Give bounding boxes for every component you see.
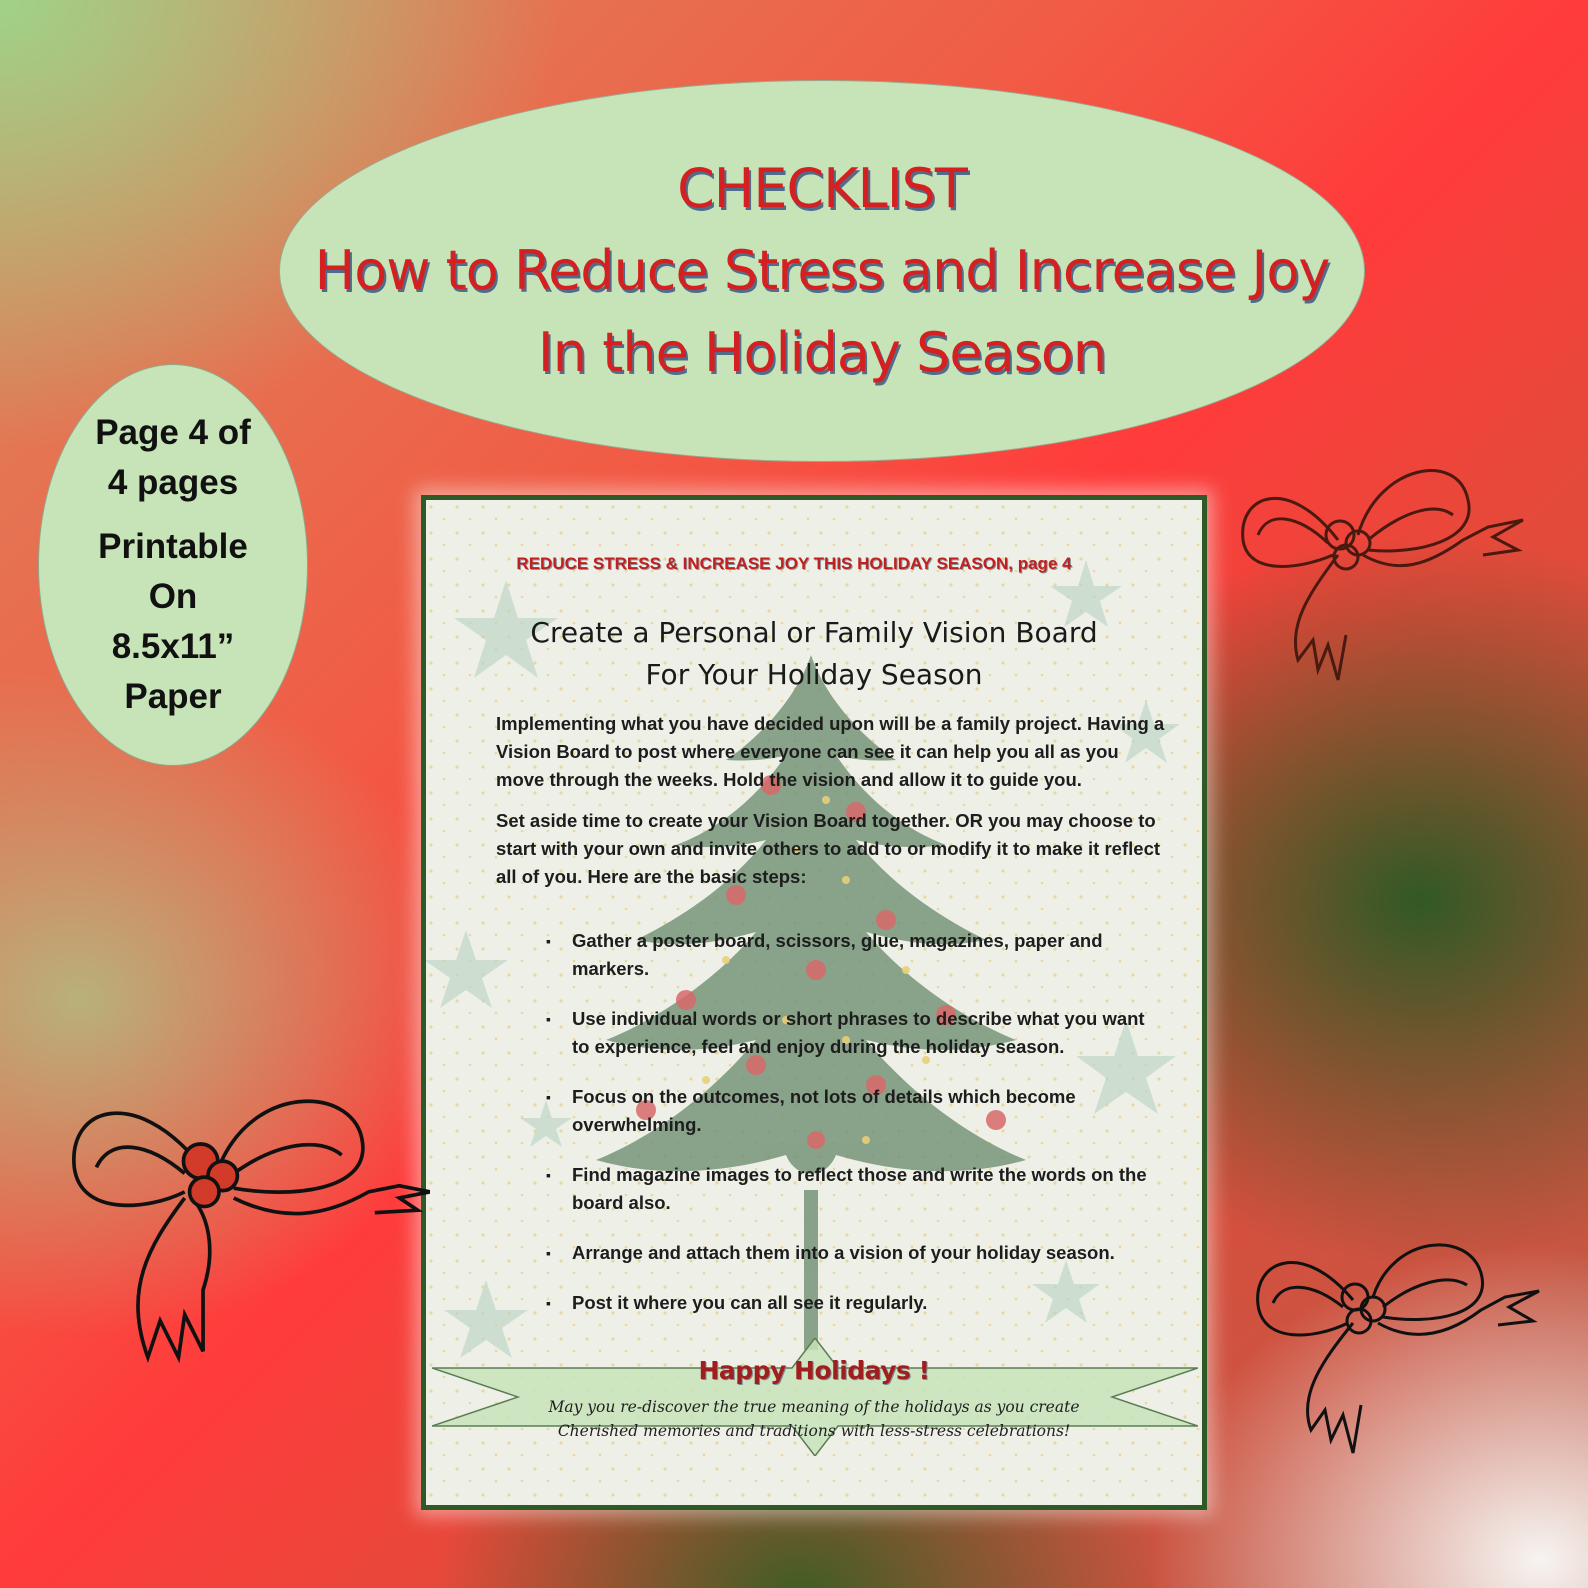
banner-line-2: Cherished memories and traditions with less-stress celebrations!	[557, 1422, 1071, 1440]
banner-title: Happy Holidays !	[698, 1356, 930, 1385]
document-heading	[426, 612, 1202, 696]
title-line-checklist: CHECKLIST	[677, 157, 967, 220]
steps-list	[496, 927, 1166, 1317]
bow-bottom-right-icon	[1243, 1225, 1543, 1465]
printable-line: Printable	[98, 527, 248, 566]
steps-intro-paragraph: Set aside time to create your Vision Board together. OR you may choose to start with your own and invite others to add to or modify it to make it reflect all of you. Here are the basic steps:	[496, 810, 1161, 887]
heading-line-1: Create a Personal or Family Vision Board	[530, 616, 1098, 649]
list-item: ▪ Focus on the outcomes, not lots of details which become overwhelming.	[546, 1083, 1166, 1139]
on-line: On	[148, 577, 198, 616]
document-header: REDUCE STRESS & INCREASE JOY THIS HOLIDAY SEASON, page 4	[516, 554, 1072, 573]
document-body	[496, 710, 1166, 1339]
bullet-icon: ▪	[546, 1295, 551, 1311]
list-item: ▪ Use individual words or short phrases to describe what you want to experience, feel and enjoy during the holiday season.	[546, 1005, 1166, 1061]
list-item: ▪ Find magazine images to reflect those and write the words on the board also.	[546, 1161, 1166, 1217]
banner-line-1: May you re-discover the true meaning of the holidays as you create	[548, 1398, 1080, 1416]
title-oval	[279, 80, 1365, 462]
bullet-icon: ▪	[546, 1167, 551, 1183]
heading-line-2: For Your Holiday Season	[645, 658, 983, 691]
paper-line: Paper	[124, 677, 222, 716]
title-line-main: How to Reduce Stress and Increase Joy	[314, 239, 1330, 302]
bow-top-right-icon	[1228, 455, 1528, 695]
bullet-icon: ▪	[546, 1245, 551, 1261]
bullet-icon: ▪	[546, 1011, 551, 1027]
page-count-line-2: 4 pages	[107, 463, 239, 502]
title-line-season: In the Holiday Season	[537, 321, 1107, 384]
page-count-line-1: Page 4 of	[95, 413, 251, 452]
list-item: ▪ Arrange and attach them into a vision of your holiday season.	[546, 1239, 1166, 1267]
page-info-oval	[38, 364, 308, 766]
paper-size-line: 8.5x11”	[111, 627, 235, 666]
list-item: ▪ Gather a poster board, scissors, glue, magazines, paper and markers.	[546, 927, 1166, 983]
bullet-icon: ▪	[546, 933, 551, 949]
document-preview	[421, 495, 1207, 1510]
list-item: ▪ Post it where you can all see it regularly.	[546, 1289, 1166, 1317]
bullet-icon: ▪	[546, 1089, 551, 1105]
intro-paragraph: Implementing what you have decided upon will be a family project. Having a Vision Board to post where everyone can see it can help you all as you move through the weeks. Hold the vision and allow it to guide you.	[496, 713, 1165, 790]
bow-left-icon	[62, 1075, 430, 1370]
